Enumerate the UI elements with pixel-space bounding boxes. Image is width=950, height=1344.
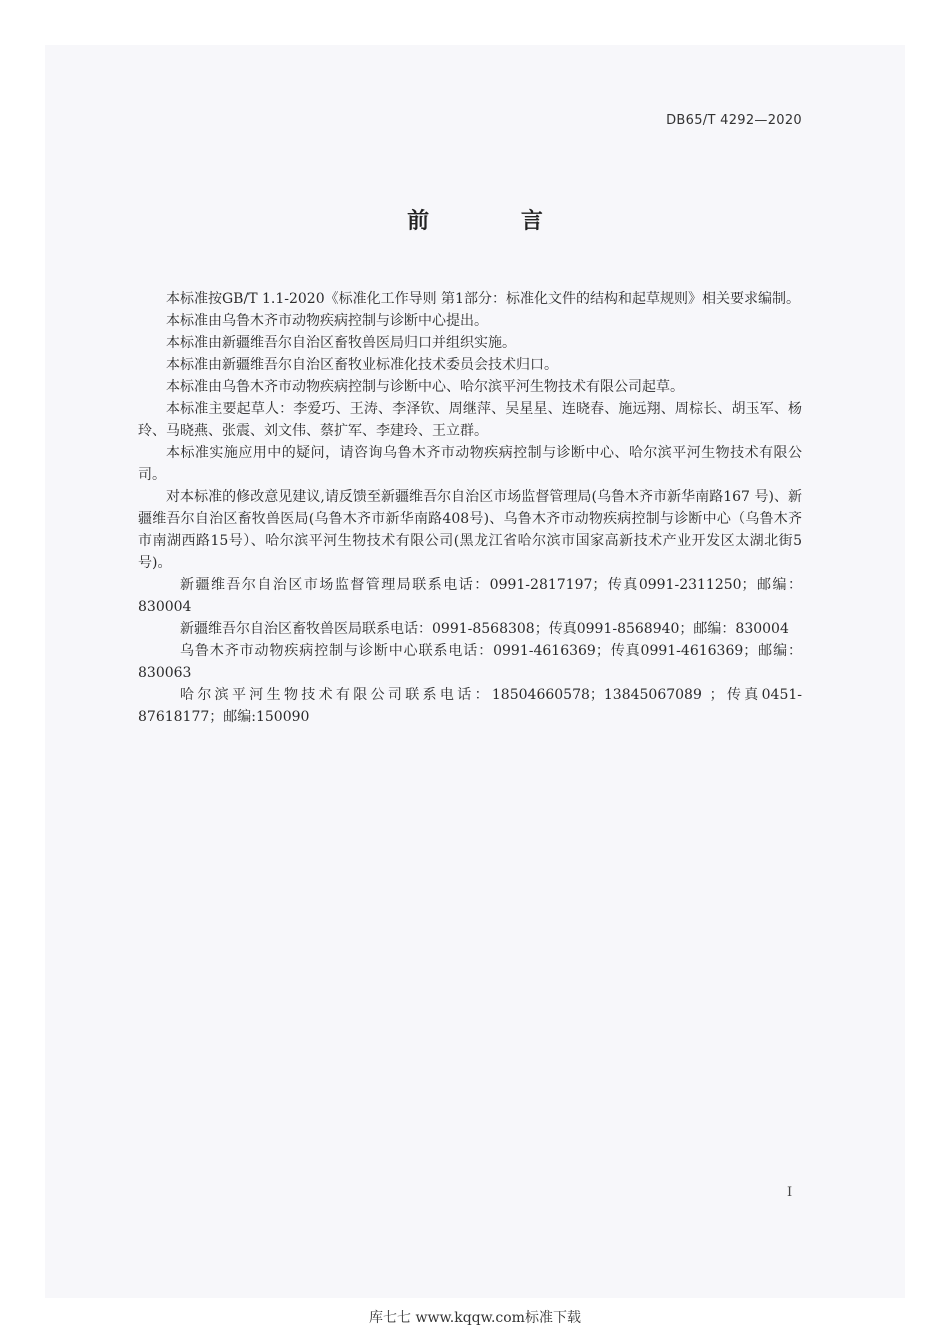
contact-animal-husbandry: 新疆维吾尔自治区畜牧兽医局联系电话：0991-8568308；传真0991-8568940；邮编：830004 (180, 621, 789, 637)
page-title: 前 言 (407, 209, 585, 234)
paragraph-drafters: 本标准主要起草人：李爱巧、王涛、李泽钦、周继萍、吴星星、连晓春、施远翔、周棕长、胡玉军、杨玲、马晓燕、张震、刘文伟、蔡扩军、李建玲、王立群。 (138, 401, 802, 439)
contact-market-supervision: 新疆维吾尔自治区市场监督管理局联系电话：0991-2817197；传真0991-2311250；邮编：830004 (138, 577, 802, 615)
foreword-body (138, 288, 802, 728)
paragraph-feedback: 对本标准的修改意见建议,请反馈至新疆维吾尔自治区市场监督管理局(乌鲁木齐市新华南路167 号)、新疆维吾尔自治区畜牧兽医局(乌鲁木齐市新华南路408号)、乌鲁木齐市动物疾病控制与诊断中心（乌鲁木齐市南湖西路15号）、哈尔滨平河生物技术有限公司(黑龙江省哈尔滨市国家高新技术产业开发区太湖北街5号)。 (138, 489, 802, 571)
contact-disease-control-center: 乌鲁木齐市动物疾病控制与诊断中心联系电话：0991-4616369；传真0991-4616369；邮编：830063 (138, 643, 802, 681)
document-code: DB65/T 4292—2020 (666, 113, 802, 128)
paragraph-drafting-units: 本标准由乌鲁木齐市动物疾病控制与诊断中心、哈尔滨平河生物技术有限公司起草。 (166, 379, 684, 395)
paragraph-technical-committee: 本标准由新疆维吾尔自治区畜牧业标准化技术委员会技术归口。 (166, 357, 558, 373)
paragraph-inquiries: 本标准实施应用中的疑问，请咨询乌鲁木齐市动物疾病控制与诊断中心、哈尔滨平河生物技术有限公司。 (138, 445, 802, 483)
page-number: I (787, 1185, 793, 1200)
contact-pinghe-biotech: 哈尔滨平河生物技术有限公司联系电话：18504660578；13845067089 ；传真0451-87618177；邮编:150090 (138, 687, 802, 725)
paragraph-proposer: 本标准由乌鲁木齐市动物疾病控制与诊断中心提出。 (166, 313, 488, 329)
footer-watermark: 库七七 www.kqqw.com标准下载 (369, 1310, 581, 1326)
paragraph-basis: 本标准按GB/T 1.1-2020《标准化工作导则 第1部分：标准化文件的结构和起草规则》相关要求编制。 (166, 291, 800, 307)
paragraph-implementer: 本标准由新疆维吾尔自治区畜牧兽医局归口并组织实施。 (166, 335, 516, 351)
